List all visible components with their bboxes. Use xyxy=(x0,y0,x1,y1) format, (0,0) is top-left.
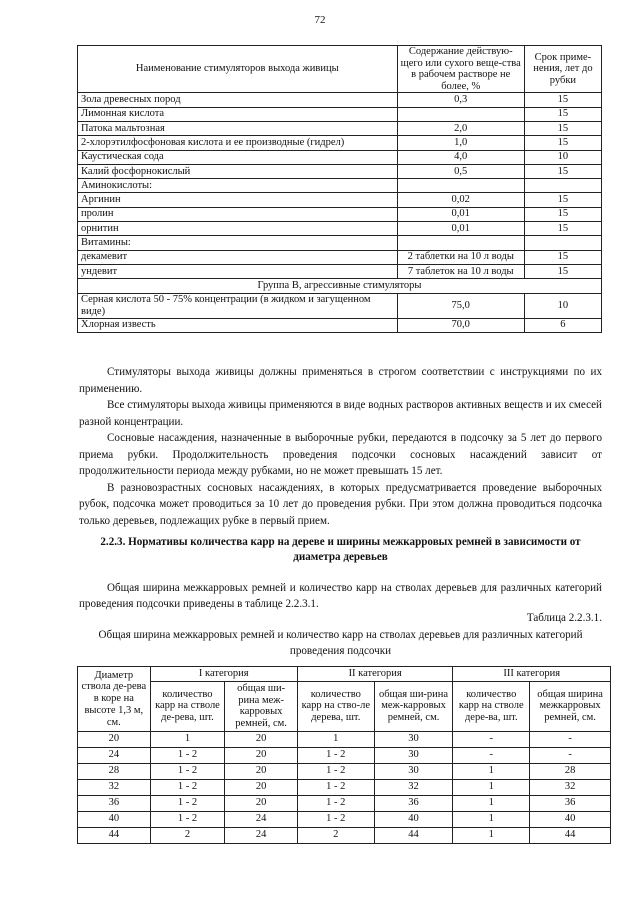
table-row xyxy=(78,318,602,332)
table-cell: 36 xyxy=(374,795,453,811)
table-row xyxy=(78,763,611,779)
table-cell: Аминокислоты: xyxy=(78,179,398,193)
table-cell: 1 - 2 xyxy=(150,811,225,827)
table-cell: 7 таблеток на 10 л воды xyxy=(397,264,524,278)
table-cell: 20 xyxy=(225,747,298,763)
table-row xyxy=(78,264,602,278)
table-cell: 1 xyxy=(453,779,530,795)
table-cell: 1 xyxy=(453,827,530,843)
table-cell: 0,3 xyxy=(397,93,524,107)
table-cell: 40 xyxy=(530,811,611,827)
paragraph: Общая ширина межкарровых ремней и количество карр на стволах деревьев для различных категорий проведения подсочки приведены в таблице 2.2.3.1. xyxy=(79,582,602,610)
table-row xyxy=(78,121,602,135)
table-row xyxy=(78,136,602,150)
table-cell: декамевит xyxy=(78,250,398,264)
table-cell: 20 xyxy=(225,795,298,811)
table-cell: 1 - 2 xyxy=(297,747,374,763)
table-cell: 24 xyxy=(225,811,298,827)
category-header: III категория xyxy=(453,667,611,682)
table-cell: 15 xyxy=(524,264,601,278)
table-cell xyxy=(397,107,524,121)
paragraph: Сосновые насаждения, назначенные в выборочные рубки, передаются в подсочку за 5 лет до первого приема рубки. Продолжительность проведения подсочки сосновых насаждений зависит от продолжительности периода между рубками, но не может превышать 15 лет. xyxy=(79,432,602,477)
category-header: II категория xyxy=(297,667,452,682)
section-title: 2.2.3. Нормативы количества карр на дереве и ширины межкарровых ремней в зависимости от диаметра деревьев xyxy=(100,536,581,563)
table-cell: 0,02 xyxy=(397,193,524,207)
table-cell: Зола древесных пород xyxy=(78,93,398,107)
subheader: количество карр на стволе дере-ва, шт. xyxy=(453,681,530,731)
subheader: общая ши-рина меж-карровых ремней, см. xyxy=(225,681,298,731)
table-cell: 44 xyxy=(530,827,611,843)
table-cell: орнитин xyxy=(78,222,398,236)
table-row xyxy=(78,250,602,264)
table-cell: Лимонная кислота xyxy=(78,107,398,121)
table-cell: 1 xyxy=(453,795,530,811)
page-number: 72 xyxy=(314,14,326,26)
content-header: Содержание действую-щего или сухого веще-ства в рабочем растворе не более, % xyxy=(397,46,524,93)
table-cell: 70,0 xyxy=(397,318,524,332)
norms-table xyxy=(77,666,611,844)
table-cell: 15 xyxy=(524,164,601,178)
table-cell: 30 xyxy=(374,747,453,763)
table-cell: 15 xyxy=(524,121,601,135)
table-cell: 0,5 xyxy=(397,164,524,178)
table-cell: 2 xyxy=(150,827,225,843)
term-header: Срок приме-нения, лет до рубки xyxy=(524,46,601,93)
table-row xyxy=(78,193,602,207)
subheader: количество карр на стволе де-рева, шт. xyxy=(150,681,225,731)
paragraph: Все стимуляторы выхода живицы применяются в виде водных растворов активных веществ и их смесей разной концентрации. xyxy=(79,399,602,428)
table-cell: 28 xyxy=(530,763,611,779)
table-cell: 15 xyxy=(524,193,601,207)
table-cell: 0,01 xyxy=(397,222,524,236)
table-cell: Патока мальтозная xyxy=(78,121,398,135)
table-cell: 1 - 2 xyxy=(150,795,225,811)
paragraph: Стимуляторы выхода живицы должны применяться в строгом соответствии с инструкциями по их применению. xyxy=(79,366,602,395)
table-cell xyxy=(397,179,524,193)
table-cell: 30 xyxy=(374,763,453,779)
table-row xyxy=(78,747,611,763)
table-cell: - xyxy=(453,747,530,763)
table-row xyxy=(78,779,611,795)
table-cell: 1 - 2 xyxy=(297,795,374,811)
table-cell: 40 xyxy=(374,811,453,827)
table-cell: 20 xyxy=(225,731,298,747)
stimulators-table-body xyxy=(78,93,602,332)
body-text xyxy=(79,364,602,529)
table-row xyxy=(78,279,602,293)
table-cell: 1,0 xyxy=(397,136,524,150)
table-cell: 1 - 2 xyxy=(150,747,225,763)
table-row xyxy=(78,811,611,827)
table-cell: 1 xyxy=(297,731,374,747)
table-cell: 20 xyxy=(225,763,298,779)
intro-text xyxy=(79,580,602,612)
table-cell: 32 xyxy=(78,779,151,795)
table-row xyxy=(78,827,611,843)
subheader: количество карр на ство-ле дерева, шт. xyxy=(297,681,374,731)
group-header: Группа В, агрессивные стимуляторы xyxy=(78,279,602,293)
table-cell: Серная кислота 50 - 75% концентрации (в жидком и загущенном виде) xyxy=(78,293,398,318)
table-cell: Аргинин xyxy=(78,193,398,207)
paragraph: В разновозрастных сосновых насаждениях, в которых предусматривается проведение выборочных рубок, подсочка может проводиться за 10 лет до проведения рубки. При этом должна проводиться подсочка только деревьев, подлежащих рубке в первый прием. xyxy=(79,481,602,527)
table-cell: ундевит xyxy=(78,264,398,278)
table-cell: 24 xyxy=(225,827,298,843)
table-cell: 44 xyxy=(374,827,453,843)
table-cell: 2 таблетки на 10 л воды xyxy=(397,250,524,264)
table-cell: 1 - 2 xyxy=(150,779,225,795)
diameter-header: Диаметр ствола де-рева в коре на высоте 1,3 м, см. xyxy=(78,667,151,732)
table-cell: 10 xyxy=(524,293,601,318)
table-cell: 44 xyxy=(78,827,151,843)
category-header: I категория xyxy=(150,667,297,682)
norms-table-body xyxy=(78,731,611,843)
table-caption: Общая ширина межкарровых ремней и количество карр на стволах деревьев для различных категорий проведения подсочки xyxy=(98,629,583,657)
subheader: общая ширина межкарровых ремней, см. xyxy=(530,681,611,731)
table-cell: - xyxy=(453,731,530,747)
table-row xyxy=(78,93,602,107)
table-row xyxy=(78,731,611,747)
table-cell: 15 xyxy=(524,136,601,150)
table-row xyxy=(78,107,602,121)
table-cell: 30 xyxy=(374,731,453,747)
table-cell: 6 xyxy=(524,318,601,332)
table-cell xyxy=(524,236,601,250)
table-cell: 28 xyxy=(78,763,151,779)
table-cell: 2,0 xyxy=(397,121,524,135)
table-row xyxy=(78,150,602,164)
table-cell xyxy=(524,179,601,193)
table-cell: - xyxy=(530,731,611,747)
table-row xyxy=(78,179,602,193)
table-cell: 24 xyxy=(78,747,151,763)
table-cell: 1 - 2 xyxy=(297,779,374,795)
table-cell: пролин xyxy=(78,207,398,221)
table-row xyxy=(78,795,611,811)
table-row xyxy=(78,293,602,318)
table-cell: - xyxy=(530,747,611,763)
table-cell: 1 - 2 xyxy=(150,763,225,779)
table-cell: 0,01 xyxy=(397,207,524,221)
table-cell: 75,0 xyxy=(397,293,524,318)
table-row xyxy=(78,207,602,221)
table-row xyxy=(78,222,602,236)
table-cell: 15 xyxy=(524,222,601,236)
table-cell: 40 xyxy=(78,811,151,827)
table-cell: 15 xyxy=(524,250,601,264)
table-cell: 15 xyxy=(524,207,601,221)
subheader: общая ши-рина меж-карровых ремней, см. xyxy=(374,681,453,731)
table-cell: 1 xyxy=(150,731,225,747)
stimulator-name-header: Наименование стимуляторов выхода живицы xyxy=(78,46,398,93)
table-cell: Калий фосфорнокислый xyxy=(78,164,398,178)
table-cell: Витамины: xyxy=(78,236,398,250)
table-cell: 1 xyxy=(453,763,530,779)
table-cell: 4,0 xyxy=(397,150,524,164)
table-label: Таблица 2.2.3.1. xyxy=(526,612,602,624)
table-cell: 2-хлорэтилфосфоновая кислота и ее производные (гидрел) xyxy=(78,136,398,150)
table-cell: 1 xyxy=(453,811,530,827)
table-cell: 20 xyxy=(225,779,298,795)
table-row xyxy=(78,236,602,250)
table-cell: 15 xyxy=(524,107,601,121)
table-cell: 32 xyxy=(374,779,453,795)
table-cell xyxy=(397,236,524,250)
table-cell: 15 xyxy=(524,93,601,107)
table-row xyxy=(78,164,602,178)
table-cell: 10 xyxy=(524,150,601,164)
table-cell: Хлорная известь xyxy=(78,318,398,332)
table-cell: 1 - 2 xyxy=(297,763,374,779)
table-cell: 36 xyxy=(78,795,151,811)
table-cell: Каустическая сода xyxy=(78,150,398,164)
table-cell: 20 xyxy=(78,731,151,747)
table-cell: 1 - 2 xyxy=(297,811,374,827)
table-cell: 36 xyxy=(530,795,611,811)
table-cell: 32 xyxy=(530,779,611,795)
stimulators-table xyxy=(77,45,602,333)
table-cell: 2 xyxy=(297,827,374,843)
